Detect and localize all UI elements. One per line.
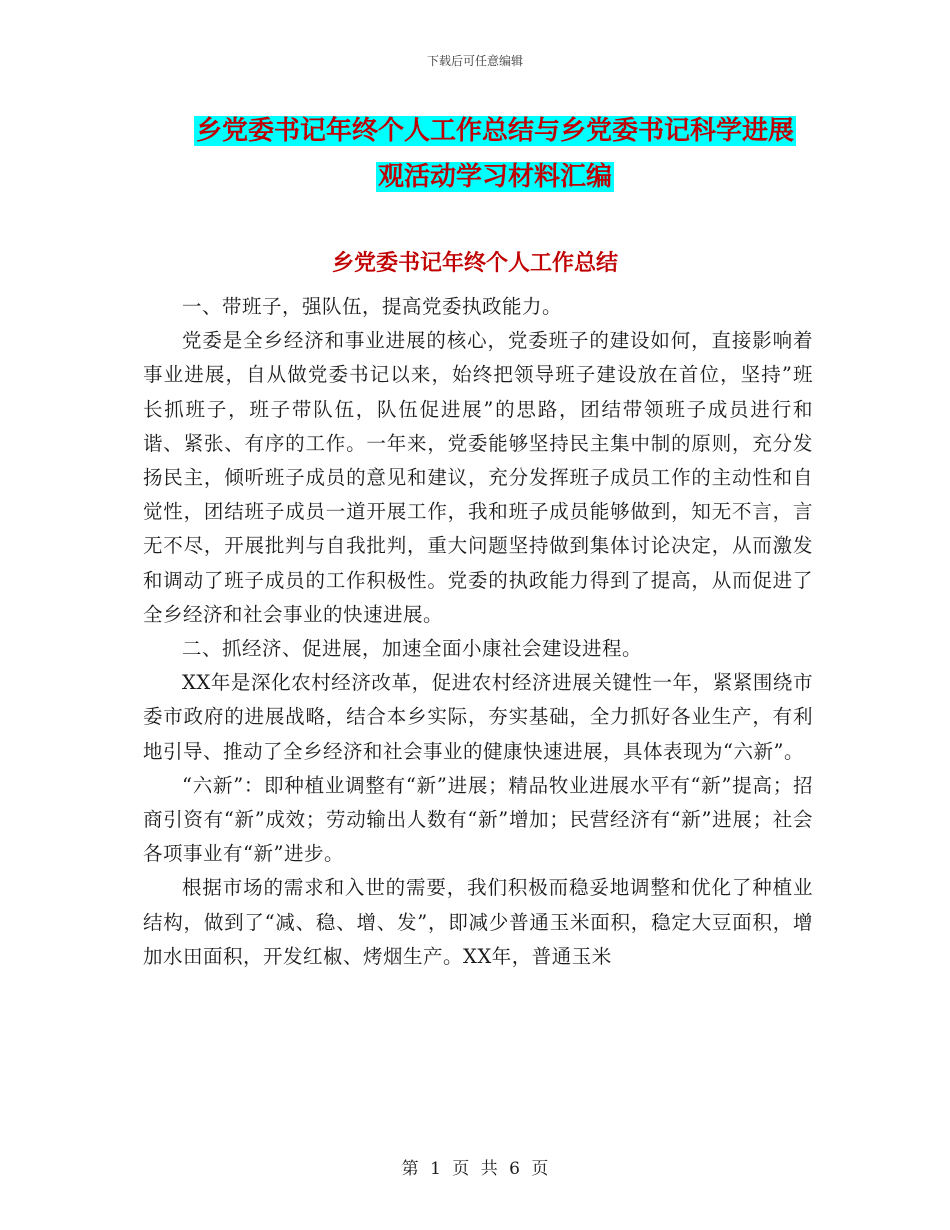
document-title-line-2: 观活动学习材料汇编 xyxy=(377,162,612,192)
paragraph: 一、带班子，强队伍，提高党委执政能力。 xyxy=(182,295,563,318)
body-text xyxy=(143,290,813,974)
document-title-line-1: 乡党委书记年终个人工作总结与乡党委书记科学进展 xyxy=(195,116,794,146)
page-number: 第 1 页 共 6 页 xyxy=(401,1159,549,1179)
paragraph: XX年是深化农村经济改革，促进农村经济进展关键性一年，紧紧围绕市委市政府的进展战略，结合本乡实际，夯实基础，全力抓好各业生产，有利地引导、推动了全乡经济和社会事业的健康快速进展，具体表现为“六新”。 xyxy=(143,671,813,763)
header-note: 下载后可任意编辑 xyxy=(426,54,523,68)
document-title xyxy=(150,108,840,200)
paragraph: “六新”：即种植业调整有“新”进展；精品牧业进展水平有“新”提高；招商引资有“新”成效；劳动输出人数有“新”增加；民营经济有“新”进展；社会各项事业有“新”进步。 xyxy=(143,773,813,866)
paragraph: 根据市场的需求和入世的需要，我们积极而稳妥地调整和优化了种植业结构，做到了“减、稳、增、发”，即减少普通玉米面积，稳定大豆面积，增加水田面积，开发红椒、烤烟生产。XX年，普通玉米 xyxy=(143,876,813,968)
paragraph: 二、抓经济、促进展，加速全面小康社会建设进程。 xyxy=(182,637,643,661)
paragraph: 党委是全乡经济和事业进展的核心，党委班子的建设如何，直接影响着事业进展，自从做党委书记以来，始终把领导班子建设放在首位，坚持”班长抓班子，班子带队伍，队伍促进展”的思路，团结带领班子成员进行和谐、紧张、有序的工作。一年来，党委能够坚持民主集中制的原则，充分发扬民主，倾听班子成员的意见和建议，充分发挥班子成员工作的主动性和自觉性，团结班子成员一道开展工作，我和班子成员能够做到，知无不言，言无不尽，开展批判与自我批判，重大问题坚持做到集体讨论决定，从而激发和调动了班子成员的工作积极性。党委的执政能力得到了提高，从而促进了全乡经济和社会事业的快速进展。 xyxy=(143,329,813,626)
section-title: 乡党委书记年终个人工作总结 xyxy=(331,251,618,276)
